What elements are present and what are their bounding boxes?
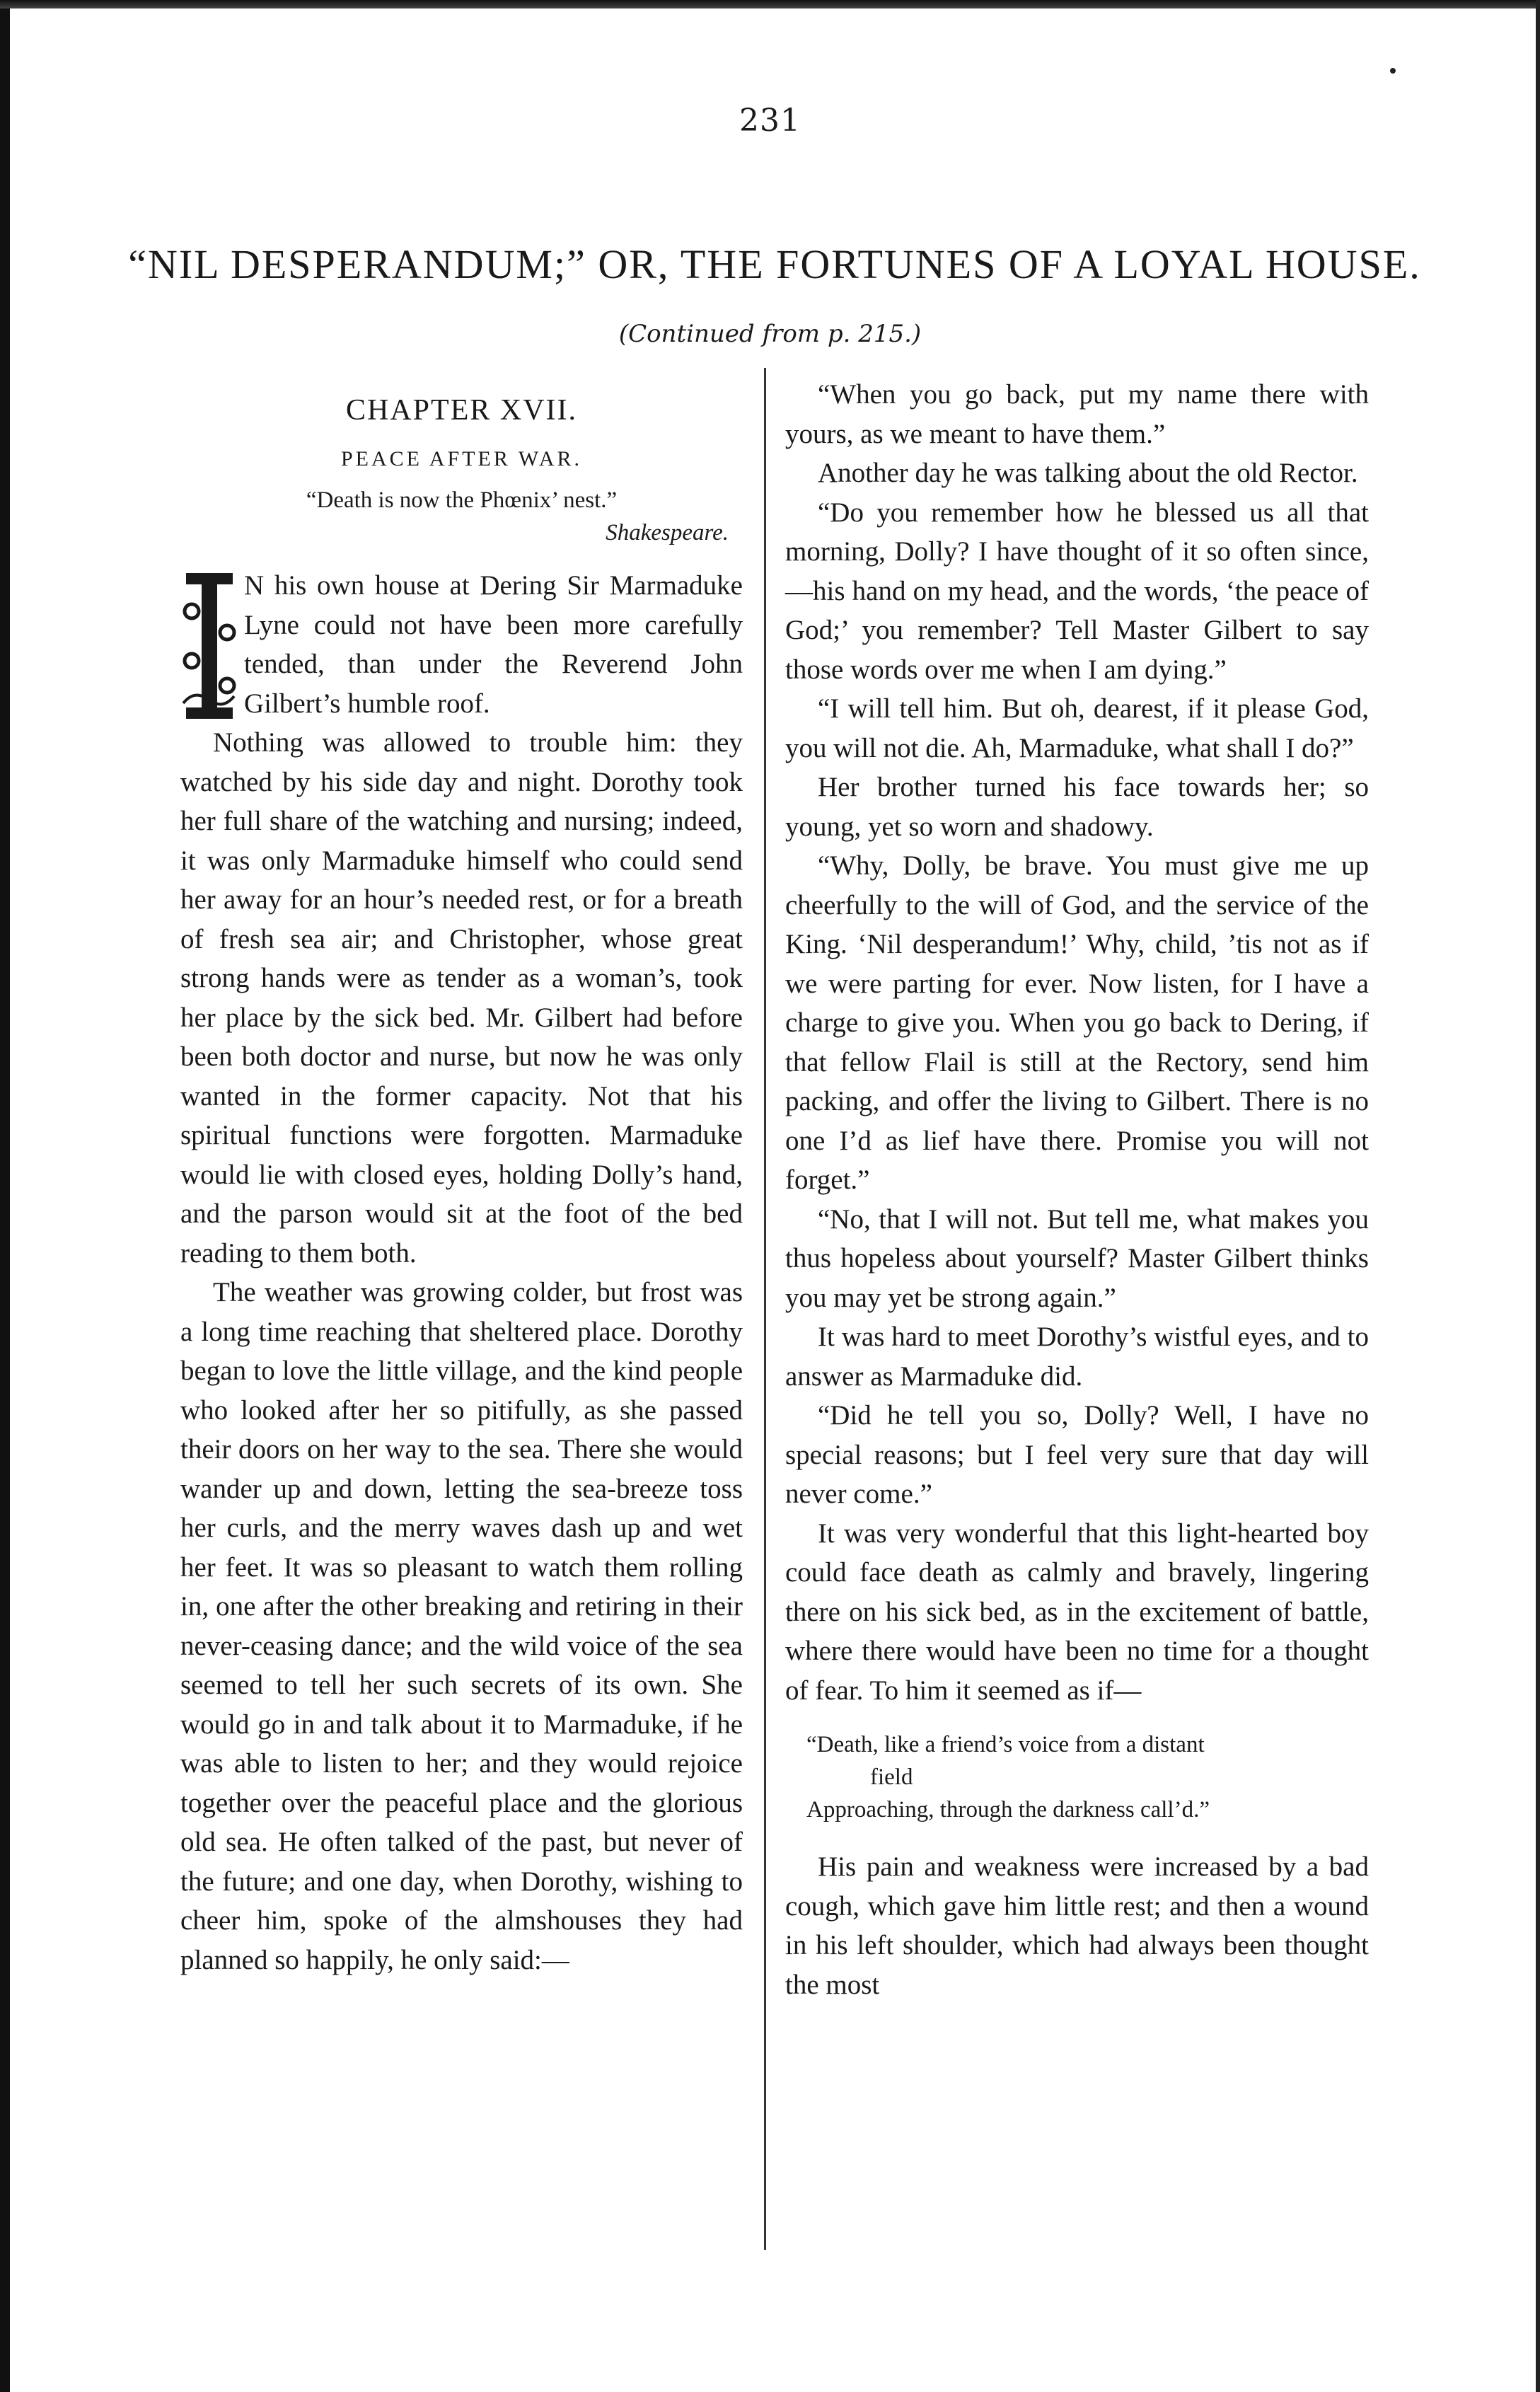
right-column <box>785 375 1369 2004</box>
epigraph-attribution: Shakespeare. <box>606 520 729 545</box>
paragraph: “No, that I will not. But tell me, what makes you thus hopeless about yourself? Master Gilbert thinks you may yet be strong again.” <box>785 1203 1369 1313</box>
ornamental-initial-i-icon <box>180 569 237 723</box>
chapter-heading: CHAPTER XVII. <box>346 394 577 427</box>
paragraph: “Why, Dolly, be brave. You must give me up cheerfully to the will of God, and the service of the King. ‘Nil desperandum!’ Why, child, ’tis not as if we were parting for ever. Now listen, for I have a charge to give you. When you go back to Dering, if that fellow Flail is still at the Rectory, send him packing, and offer the living to Gilbert. There is no one I’d as lief have there. Promise you will not forget.” <box>785 850 1369 1195</box>
paragraph: “I will tell him. But oh, dearest, if it please God, you will not die. Ah, Marmaduke, what shall I do?” <box>785 693 1369 763</box>
scan-edge-right <box>1536 0 1540 2392</box>
paragraph: “When you go back, put my name there with yours, as we meant to have them.” <box>785 379 1369 449</box>
page-number: 231 <box>739 103 801 139</box>
opening-paragraph-block <box>180 566 743 723</box>
left-column <box>180 375 743 1980</box>
scan-speck <box>1390 68 1396 74</box>
paragraph: It was hard to meet Dorothy’s wistful eyes, and to answer as Marmaduke did. <box>785 1322 1369 1392</box>
scan-edge-left <box>0 0 10 2392</box>
paragraph: “Do you remember how he blessed us all that morning, Dolly? I have thought of it so often since,—his hand on my head, and the words, ‘the peace of God;’ you remember? Tell Master Gilbert to say those words over me when I am dying.” <box>785 497 1369 685</box>
verse-line: field <box>870 1764 913 1790</box>
verse-line: Approaching, through the darkness call’d.” <box>806 1797 1210 1822</box>
paragraph: Another day he was talking about the old Rector. <box>818 458 1358 488</box>
paragraph: It was very wonderful that this light-hearted boy could face death as calmly and bravely, lingering there on his sick bed, as in the excitement of battle, where there would have been no time for a thought of fear. To him it seemed as if— <box>785 1518 1369 1706</box>
column-rule <box>764 368 766 2250</box>
chapter-subtitle: PEACE AFTER WAR. <box>341 447 582 470</box>
verse-line: “Death, like a friend’s voice from a distant <box>806 1732 1205 1757</box>
paragraph: His pain and weakness were increased by a bad cough, which gave him little rest; and then a wound in his left shoulder, which had always been thought the most <box>785 1851 1369 2000</box>
paragraph: The weather was growing colder, but frost was a long time reaching that sheltered place. Dorothy began to love the little village, and the kind people who looked after her so pitifully, as she passed their doors on her way to the sea. There she would wander up and down, letting the sea-breeze toss her curls, and the merry waves dash up and wet her feet. It was so pleasant to watch them rolling in, one after the other breaking and retiring in their never-ceasing dance; and the wild voice of the sea seemed to tell her such secrets of its own. She would go in and talk about it to Marmaduke, if he was able to listen to her; and they would rejoice together over the peaceful place and the glorious old sea. He often talked of the past, but never of the future; and one day, when Dorothy, wishing to cheer him, spoke of the almshouses they had planned so happily, he only said:— <box>180 1277 743 1975</box>
article-title: “NIL DESPERANDUM;” OR, THE FORTUNES OF A LOYAL HOUSE. <box>128 241 1421 287</box>
paragraph: Her brother turned his face towards her; so young, yet so worn and shadowy. <box>785 772 1369 842</box>
paragraph: “Did he tell you so, Dolly? Well, I have no special reasons; but I feel very sure that day will never come.” <box>785 1400 1369 1509</box>
continued-note: (Continued from p. 215.) <box>618 320 922 348</box>
quoted-verse <box>785 1728 1369 1826</box>
paragraph: N his own house at Dering Sir Marmaduke Lyne could not have been more carefully tended, than under the Reverend John Gilbert’s humble roof. <box>244 570 743 719</box>
paragraph: Nothing was allowed to trouble him: they watched by his side day and night. Dorothy took her full share of the watching and nursing; indeed, it was only Marmaduke himself who could send her away for an hour’s needed rest, or for a breath of fresh sea air; and Christopher, whose great strong hands were as tender as a woman’s, took her place by the sick bed. Mr. Gilbert had before been both doctor and nurse, but now he was only wanted in the former capacity. Not that his spiritual functions were forgotten. Marmaduke would lie with closed eyes, holding Dolly’s hand, and the parson would sit at the foot of the bed reading to them both. <box>180 727 743 1269</box>
chapter-epigraph: “Death is now the Phœnix’ nest.” <box>306 487 618 513</box>
scan-edge-top <box>0 0 1540 8</box>
